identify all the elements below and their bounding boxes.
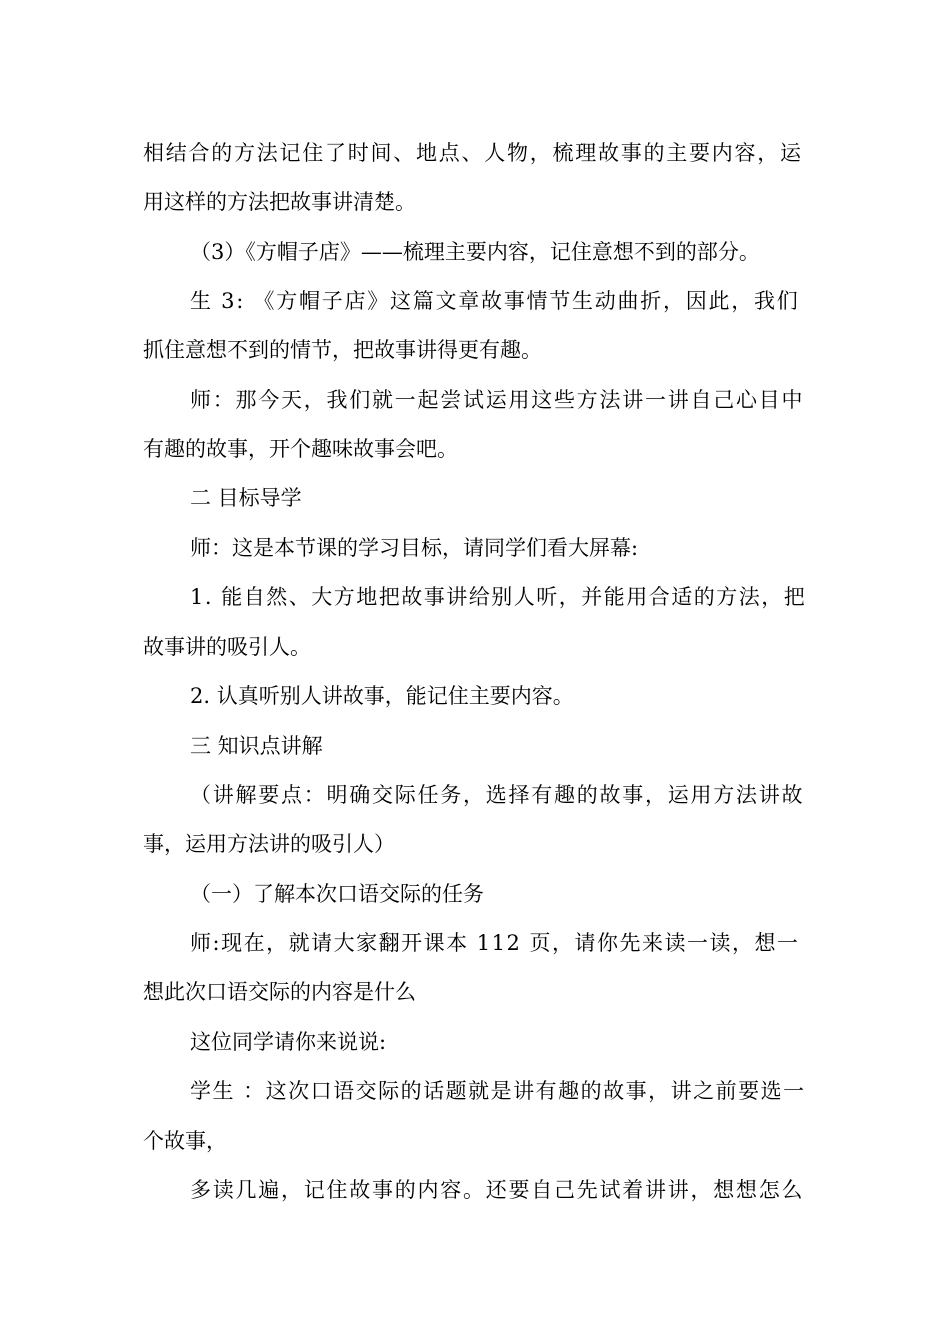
paragraph-line: 相结合的方法记住了时间、地点、人物，梳理故事的主要内容，运 xyxy=(143,141,803,165)
paragraph-line: 师:现在，就请大家翻开课本 112 页，请你先来读一读，想一 xyxy=(190,931,800,955)
paragraph-line: 师：那今天，我们就一起尝试运用这些方法讲一讲自己心目中 xyxy=(190,388,805,412)
section-heading: 二 目标导学 xyxy=(190,486,302,510)
paragraph-line: 个故事， xyxy=(143,1129,227,1153)
paragraph-line: 有趣的故事，开个趣味故事会吧。 xyxy=(143,437,458,461)
paragraph-line: 事，运用方法讲的吸引人） xyxy=(143,832,395,856)
paragraph-line: 故事讲的吸引人。 xyxy=(143,635,311,659)
paragraph-line: 学生 ：这次口语交际的话题就是讲有趣的故事，讲之前要选一 xyxy=(190,1079,806,1103)
paragraph-line: 抓住意想不到的情节，把故事讲得更有趣。 xyxy=(143,338,542,362)
paragraph-line: 用这样的方法把故事讲清楚。 xyxy=(143,190,416,214)
paragraph-line: 1. 能自然、大方地把故事讲给别人听，并能用合适的方法，把 xyxy=(190,585,807,609)
section-heading: 三 知识点讲解 xyxy=(190,734,323,758)
paragraph-line: 多读几遍，记住故事的内容。还要自己先试着讲讲，想想怎么 xyxy=(190,1178,805,1202)
paragraph-line: 师：这是本节课的学习目标，请同学们看大屏幕: xyxy=(190,536,639,560)
paragraph-line: （讲解要点：明确交际任务，选择有趣的故事，运用方法讲故 xyxy=(190,783,805,807)
paragraph-line: 2. 认真听别人讲故事，能记住主要内容。 xyxy=(190,684,574,708)
paragraph-line: 生 3: 《方帽子店》这篇文章故事情节生动曲折，因此，我们 xyxy=(190,289,800,313)
paragraph-line: 想此次口语交际的内容是什么 xyxy=(143,980,416,1004)
subsection-heading: （一）了解本次口语交际的任务 xyxy=(190,882,484,906)
paragraph-line: 这位同学请你来说说: xyxy=(190,1030,387,1054)
paragraph-line: （3）《方帽子店》——梳理主要内容，记住意想不到的部分。 xyxy=(190,240,760,264)
